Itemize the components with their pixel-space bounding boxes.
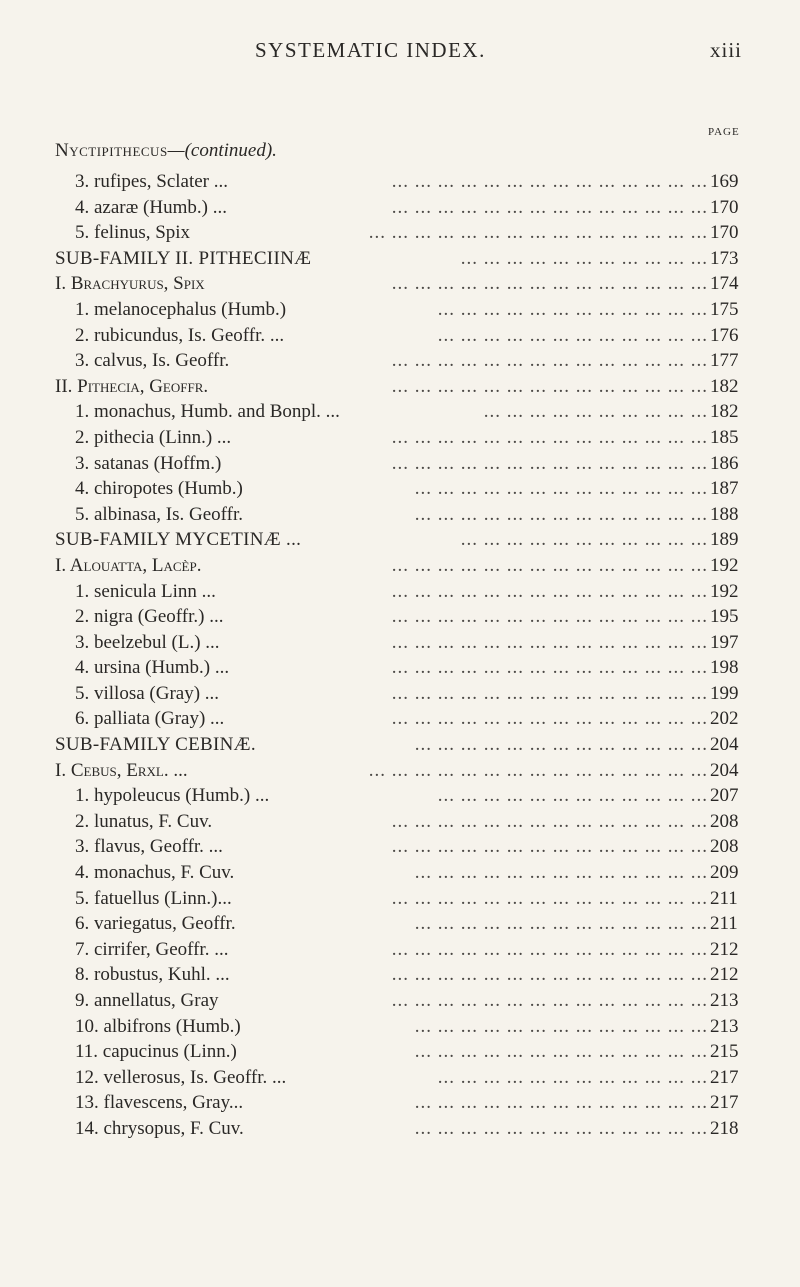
dot-leader: ... ... ... ... ... ... ... ... ... ... [483,401,708,423]
entry-label: 2. pithecia (Linn.) ... [75,426,232,448]
species-entry [0,785,800,811]
dot-leader: ... ... ... ... ... ... ... ... ... ... ... ... [437,1066,708,1088]
species-entry [0,1118,800,1144]
entry-page-number: 182 [710,375,739,397]
species-entry [0,990,800,1016]
entry-page-number: 218 [710,1117,739,1139]
dot-leader: ... ... ... ... ... ... ... ... ... ... ... ... ... [414,503,708,525]
section-continued: —(continued). [167,140,277,161]
entry-label: SUB-FAMILY CEBINÆ. [55,734,256,756]
entry-page-number: 182 [710,401,739,423]
species-entry [0,939,800,965]
entry-page-number: 185 [710,426,739,448]
entry-page-number: 211 [710,887,738,909]
dot-leader: ... ... ... ... ... ... ... ... ... ... ... ... ... ... [391,657,708,679]
entry-label: 3. beelzebul (L.) ... [75,631,220,653]
dot-leader: ... ... ... ... ... ... ... ... ... ... ... ... ... ... [391,426,708,448]
entry-page-number: 195 [710,606,739,628]
entry-label: 5. villosa (Gray) ... [75,682,220,704]
entry-page-number: 199 [710,682,739,704]
entry-page-number: 187 [710,478,739,500]
entry-label: I. Alouatta, Lacèp. [55,554,202,576]
entry-page-number: 208 [710,836,739,858]
genus-entry [0,376,800,402]
species-entry [0,325,800,351]
species-entry [0,657,800,683]
entry-page-number: 169 [710,171,739,192]
species-entry [0,478,800,504]
species-entry [0,1041,800,1067]
species-entry [0,811,800,837]
dot-leader: ... ... ... ... ... ... ... ... ... ... ... ... ... ... [391,631,708,653]
entry-label: 12. vellerosus, Is. Geoffr. ... [75,1066,287,1088]
dot-leader: ... ... ... ... ... ... ... ... ... ... ... ... ... ... [391,171,708,192]
species-entry [0,683,800,709]
entry-label: 1. monachus, Humb. and Bonpl. ... [75,401,340,423]
entry-label: 3. flavus, Geoffr. ... [75,836,223,858]
species-entry [0,1067,800,1093]
entry-page-number: 170 [710,196,739,218]
entry-label: 4. azaræ (Humb.) ... [75,196,227,218]
species-entry [0,171,800,197]
entry-label: 5. felinus, Spix [75,222,191,244]
dot-leader: ... ... ... ... ... ... ... ... ... ... ... ... ... ... [391,938,708,960]
entry-page-number: 215 [710,1041,739,1063]
subfamily-entry [0,529,800,555]
species-entry [0,836,800,862]
dot-leader: ... ... ... ... ... ... ... ... ... ... ... ... ... ... [391,196,708,218]
entry-page-number: 213 [710,1015,739,1037]
entry-page-number: 175 [710,298,739,320]
entry-page-number: 192 [710,580,739,602]
dot-leader: ... ... ... ... ... ... ... ... ... ... ... ... ... [414,734,708,756]
entry-label: 13. flavescens, Gray... [75,1092,244,1114]
entry-label: 4. chiropotes (Humb.) [75,478,243,500]
entry-label: 9. annellatus, Gray [75,990,219,1011]
dot-leader: ... ... ... ... ... ... ... ... ... ... ... ... ... ... [391,708,708,730]
species-entry [0,1016,800,1042]
dot-leader: ... ... ... ... ... ... ... ... ... ... ... ... ... ... [391,554,708,576]
entry-label: SUB-FAMILY MYCETINÆ ... [55,529,302,551]
subfamily-entry [0,734,800,760]
entry-label: 5. albinasa, Is. Geoffr. [75,503,243,525]
dot-leader: ... ... ... ... ... ... ... ... ... ... ... ... ... ... ... [368,759,708,781]
species-entry [0,708,800,734]
entry-page-number: 208 [710,810,739,832]
dot-leader: ... ... ... ... ... ... ... ... ... ... ... ... ... ... [391,273,708,295]
species-entry [0,350,800,376]
species-entry [0,504,800,530]
dot-leader: ... ... ... ... ... ... ... ... ... ... ... ... ... ... [391,606,708,628]
entry-page-number: 188 [710,503,739,525]
entry-label: 2. rubicundus, Is. Geoffr. ... [75,324,285,346]
running-head-title: SYSTEMATIC INDEX. [255,38,486,62]
entry-page-number: 176 [710,324,739,346]
species-entry [0,1092,800,1118]
entry-label: 8. robustus, Kuhl. ... [75,964,230,986]
entry-label: 14. chrysopus, F. Cuv. [75,1117,244,1139]
dot-leader: ... ... ... ... ... ... ... ... ... ... ... ... ... ... [391,964,708,986]
entry-label: 5. fatuellus (Linn.)... [75,887,232,909]
entry-page-number: 173 [710,247,739,269]
entry-label: 1. senicula Linn ... [75,580,216,602]
species-entry [0,606,800,632]
dot-leader: ... ... ... ... ... ... ... ... ... ... ... ... ... ... [391,682,708,704]
dot-leader: ... ... ... ... ... ... ... ... ... ... ... ... ... [414,1092,708,1114]
dot-leader: ... ... ... ... ... ... ... ... ... ... ... [460,247,708,269]
entry-page-number: 217 [710,1092,739,1114]
entry-page-number: 192 [710,554,739,576]
species-entry [0,453,800,479]
section-title [55,140,277,162]
genus-entry [0,555,800,581]
running-head [0,38,800,68]
entry-label: 4. monachus, F. Cuv. [75,862,235,884]
species-entry [0,632,800,658]
dot-leader: ... ... ... ... ... ... ... ... ... ... ... ... ... [414,862,708,884]
entry-label: 3. calvus, Is. Geoffr. [75,350,230,372]
species-entry [0,427,800,453]
entry-page-number: 213 [710,990,739,1011]
entry-label: 6. variegatus, Geoffr. [75,913,236,935]
subfamily-entry [0,248,800,274]
entry-label: 7. cirrifer, Geoffr. ... [75,938,229,960]
entry-page-number: 174 [710,273,739,295]
dot-leader: ... ... ... ... ... ... ... ... ... ... ... ... [437,324,708,346]
entry-page-number: 211 [710,913,738,935]
entry-page-number: 186 [710,452,739,474]
dot-leader: ... ... ... ... ... ... ... ... ... ... ... ... [437,785,708,807]
entry-label: 6. palliata (Gray) ... [75,708,225,730]
dot-leader: ... ... ... ... ... ... ... ... ... ... ... ... ... ... [391,580,708,602]
dot-leader: ... ... ... ... ... ... ... ... ... ... ... ... ... ... [391,887,708,909]
entry-label: 2. nigra (Geoffr.) ... [75,606,224,628]
page-column-label: PAGE [708,126,740,138]
dot-leader: ... ... ... ... ... ... ... ... ... ... ... ... ... [414,913,708,935]
entry-page-number: 204 [710,734,739,756]
entry-label: 1. hypoleucus (Humb.) ... [75,785,270,807]
entry-label: 11. capucinus (Linn.) [75,1041,237,1063]
index-entries [0,171,800,1144]
species-entry [0,888,800,914]
species-entry [0,913,800,939]
entry-label: 4. ursina (Humb.) ... [75,657,230,679]
entry-label: 10. albifrons (Humb.) [75,1015,241,1037]
dot-leader: ... ... ... ... ... ... ... ... ... ... ... ... ... ... [391,452,708,474]
genus-entry [0,273,800,299]
entry-label: SUB-FAMILY II. PITHECIINÆ [55,247,312,269]
dot-leader: ... ... ... ... ... ... ... ... ... ... ... ... ... ... ... [368,222,708,244]
entry-label: II. Pithecia, Geoffr. [55,375,209,397]
entry-page-number: 170 [710,222,739,244]
entry-page-number: 212 [710,964,739,986]
entry-label: I. Brachyurus, Spix [55,273,205,295]
entry-label: 1. melanocephalus (Humb.) [75,298,287,320]
dot-leader: ... ... ... ... ... ... ... ... ... ... ... ... ... [414,1015,708,1037]
species-entry [0,581,800,607]
entry-page-number: 204 [710,759,739,781]
entry-page-number: 217 [710,1066,739,1088]
entry-page-number: 212 [710,938,739,960]
dot-leader: ... ... ... ... ... ... ... ... ... ... ... ... ... ... [391,810,708,832]
species-entry [0,401,800,427]
entry-page-number: 197 [710,631,739,653]
entry-page-number: 198 [710,657,739,679]
dot-leader: ... ... ... ... ... ... ... ... ... ... ... ... ... [414,1041,708,1063]
species-entry [0,197,800,223]
entry-page-number: 209 [710,862,739,884]
species-entry [0,964,800,990]
entry-label: I. Cebus, Erxl. ... [55,759,188,781]
entry-page-number: 202 [710,708,739,730]
species-entry [0,862,800,888]
dot-leader: ... ... ... ... ... ... ... ... ... ... ... ... [437,298,708,320]
entry-label: 3. satanas (Hoffm.) [75,452,222,474]
entry-label: 3. rufipes, Sclater ... [75,171,229,192]
genus-entry [0,760,800,786]
dot-leader: ... ... ... ... ... ... ... ... ... ... ... ... ... ... [391,350,708,372]
dot-leader: ... ... ... ... ... ... ... ... ... ... ... ... ... ... [391,375,708,397]
dot-leader: ... ... ... ... ... ... ... ... ... ... ... ... ... [414,478,708,500]
section-name: Nyctipithecus [55,140,168,161]
species-entry [0,222,800,248]
entry-page-number: 177 [710,350,739,372]
page-folio: xiii [710,38,743,62]
species-entry [0,299,800,325]
entry-label: 2. lunatus, F. Cuv. [75,810,213,832]
dot-leader: ... ... ... ... ... ... ... ... ... ... ... [460,529,708,551]
dot-leader: ... ... ... ... ... ... ... ... ... ... ... ... ... ... [391,990,708,1011]
entry-page-number: 189 [710,529,739,551]
dot-leader: ... ... ... ... ... ... ... ... ... ... ... ... ... ... [391,836,708,858]
dot-leader: ... ... ... ... ... ... ... ... ... ... ... ... ... [414,1117,708,1139]
entry-page-number: 207 [710,785,739,807]
